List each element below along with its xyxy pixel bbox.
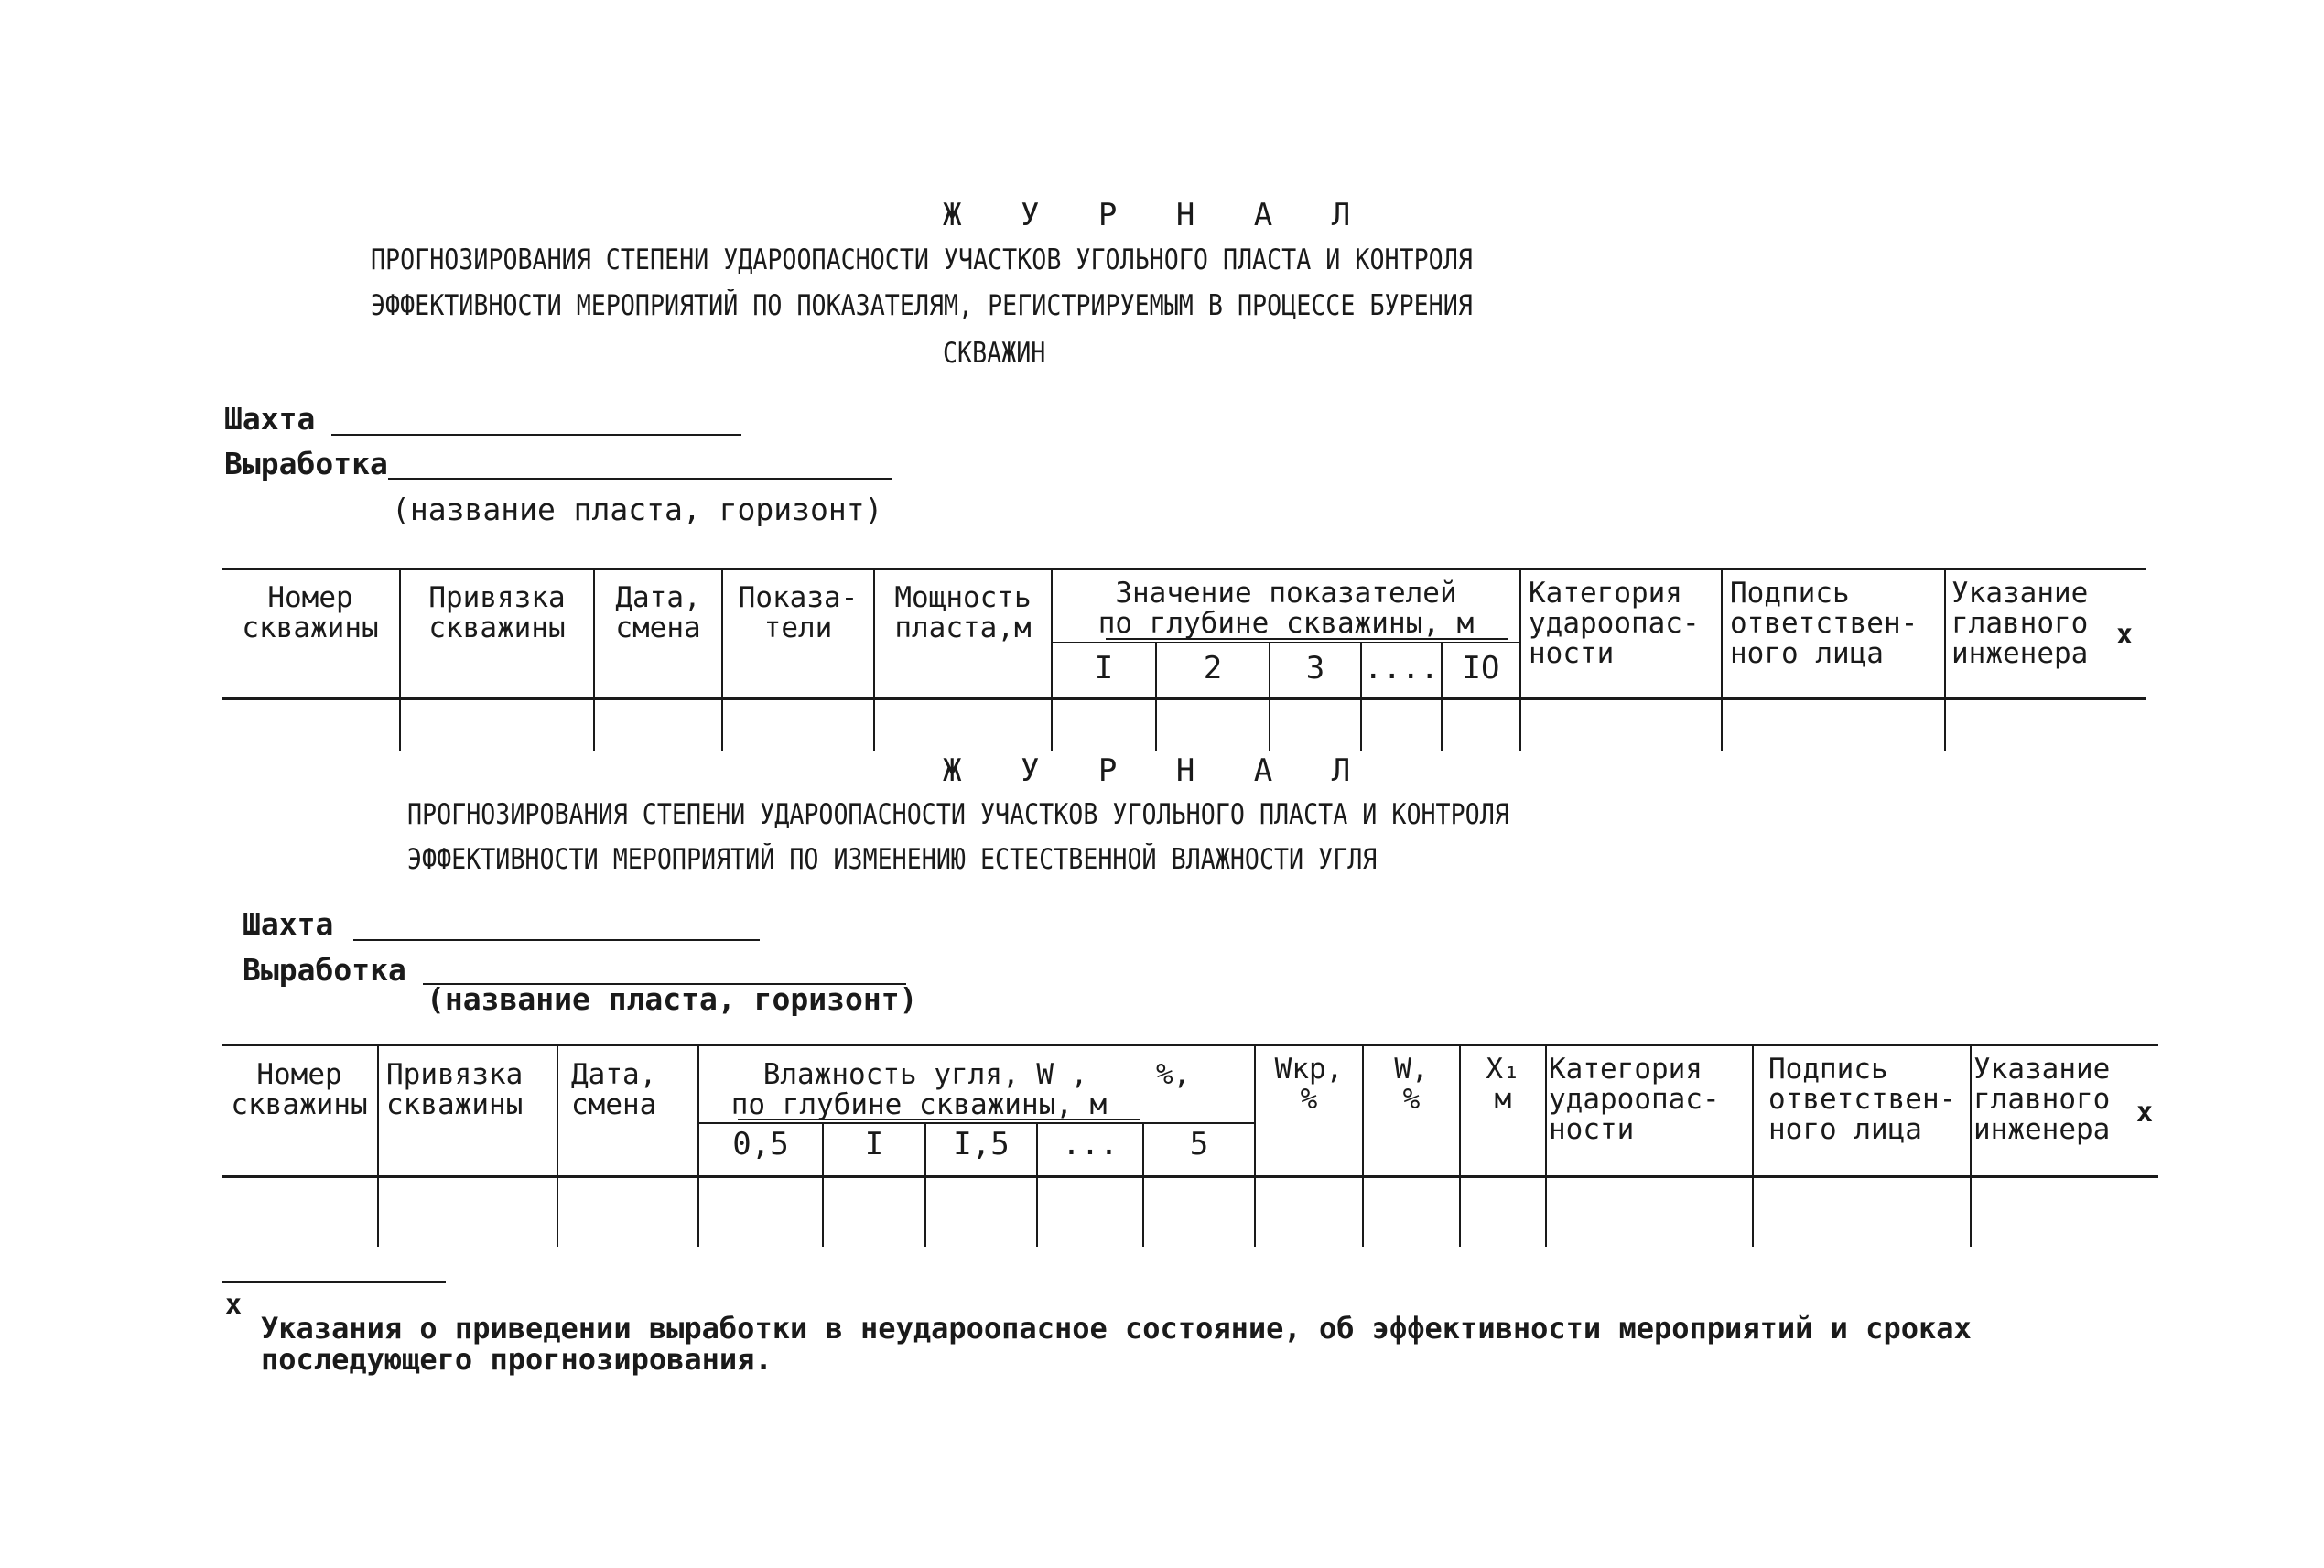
table2-depth-divider <box>699 1122 1254 1124</box>
table1-depth-3: 3 <box>1305 650 1325 687</box>
table2-col-sep <box>557 1044 558 1247</box>
table2-col-sep <box>377 1044 379 1247</box>
table1-values-underline <box>1106 638 1508 640</box>
table1-depth-10: IO <box>1462 650 1500 687</box>
table1-header-category: Категория удароопас- ности <box>1529 577 1700 670</box>
table1-depth-1: I <box>1094 650 1114 687</box>
table1-header-seam-thickness: Мощность пласта,м <box>894 581 1032 644</box>
table1-header-values-line1: Значение показателей <box>1115 577 1457 610</box>
table2-header-moisture-line1: Влажность угля, W , %, <box>762 1058 1191 1091</box>
journal1-working-hint: (название пласта, горизонт) <box>392 492 883 527</box>
journal2-mine-label: Шахта <box>243 906 334 942</box>
footnote-separator <box>222 1281 446 1283</box>
journal2-subtitle-line2: ЭФФЕКТИВНОСТИ МЕРОПРИЯТИЙ ПО ИЗМЕНЕНИЮ ЕСТЕСТВЕННОЙ ВЛАЖНОСТИ УГЛЯ <box>407 843 1378 876</box>
table2-moisture-underline <box>738 1119 1140 1120</box>
table1-header-values-line2: по глубине скважины, м <box>1097 607 1475 640</box>
table1-depth-ellipsis: .... <box>1364 650 1439 687</box>
table2-top-border <box>222 1044 2158 1046</box>
table1-footnote-mark: x <box>2116 619 2134 651</box>
table2-header-w-mean: W, % <box>1394 1053 1429 1116</box>
table1-header-hole-binding: Привязка скважины <box>428 581 566 644</box>
journal1-subtitle-line1: ПРОГНОЗИРОВАНИЯ СТЕПЕНИ УДАРООПАСНОСТИ УЧАСТКОВ УГОЛЬНОГО ПЛАСТА И КОНТРОЛЯ <box>371 243 1473 276</box>
table1-depth-divider <box>1053 642 1519 643</box>
table2-header-hole-binding: Привязка скважины <box>386 1058 524 1121</box>
table2-depth-0-5: 0,5 <box>732 1126 789 1162</box>
table2-header-bottom <box>222 1175 2158 1178</box>
footnote-line1: Указания о приведении выработки в неудароопасное состояние, об эффективности мероприятий и сроках <box>261 1311 1972 1346</box>
table2-col-sep <box>1545 1044 1547 1247</box>
journal1-working-label: Выработка <box>224 446 388 481</box>
table1-header-instruction: Указание главного инженера <box>1951 577 2089 670</box>
table1-col-sep <box>1519 568 1521 751</box>
journal1-subtitle-line3: СКВАЖИН <box>943 337 1046 370</box>
table2-depth-1-5: I,5 <box>953 1126 1010 1162</box>
table2-col-sep <box>1970 1044 1972 1247</box>
table2-depth-ellipsis: ... <box>1062 1126 1119 1162</box>
table1-header-date-shift: Дата, смена <box>615 581 701 644</box>
table1-top-border <box>222 568 2146 570</box>
table1-header-hole-number: Номер скважины <box>242 581 379 644</box>
table2-header-moisture-line2: по глубине скважины, м <box>730 1088 1108 1121</box>
table2-header-x1: X₁ м <box>1486 1053 1520 1116</box>
table1-depth-2: 2 <box>1203 650 1223 687</box>
journal2-mine-blank <box>353 939 760 941</box>
journal1-mine-blank <box>331 434 741 436</box>
table2-header-signature: Подпись ответствен- ного лица <box>1768 1053 1957 1146</box>
journal2-title: Ж У Р Н А Л <box>943 752 1371 789</box>
table2-footnote-mark: x <box>2136 1097 2154 1129</box>
table2-header-hole-number: Номер скважины <box>231 1058 368 1121</box>
journal2-working-label: Выработка <box>243 952 406 988</box>
table2-header-w-critical: Wкр, % <box>1274 1053 1344 1116</box>
footnote-mark: x <box>225 1289 243 1321</box>
footnote-line2: последующего прогнозирования. <box>261 1342 773 1377</box>
table2-header-category: Категория удароопас- ности <box>1549 1053 1720 1146</box>
journal1-title: Ж У Р Н А Л <box>943 197 1371 233</box>
table2-depth-5: 5 <box>1189 1126 1209 1162</box>
table1-col-sep <box>1721 568 1723 751</box>
table1-col-sep <box>1944 568 1946 751</box>
table1-header-signature: Подпись ответствен- ного лица <box>1730 577 1919 670</box>
table1-header-indicators: Показа- тели <box>738 581 859 644</box>
journal2-working-hint: (название пласта, горизонт) <box>427 981 918 1017</box>
journal2-subtitle-line1: ПРОГНОЗИРОВАНИЯ СТЕПЕНИ УДАРООПАСНОСТИ УЧАСТКОВ УГОЛЬНОГО ПЛАСТА И КОНТРОЛЯ <box>407 798 1509 831</box>
journal1-subtitle-line2: ЭФФЕКТИВНОСТИ МЕРОПРИЯТИЙ ПО ПОКАЗАТЕЛЯМ, РЕГИСТРИРУЕМЫМ В ПРОЦЕССЕ БУРЕНИЯ <box>371 289 1473 322</box>
journal1-working-blank <box>388 478 892 480</box>
table2-header-instruction: Указание главного инженера <box>1973 1053 2111 1146</box>
table1-header-bottom <box>222 697 2146 700</box>
table2-col-sep <box>1752 1044 1754 1247</box>
journal1-mine-label: Шахта <box>224 401 316 437</box>
table2-depth-1: I <box>864 1126 884 1162</box>
table2-header-date-shift: Дата, смена <box>571 1058 657 1121</box>
